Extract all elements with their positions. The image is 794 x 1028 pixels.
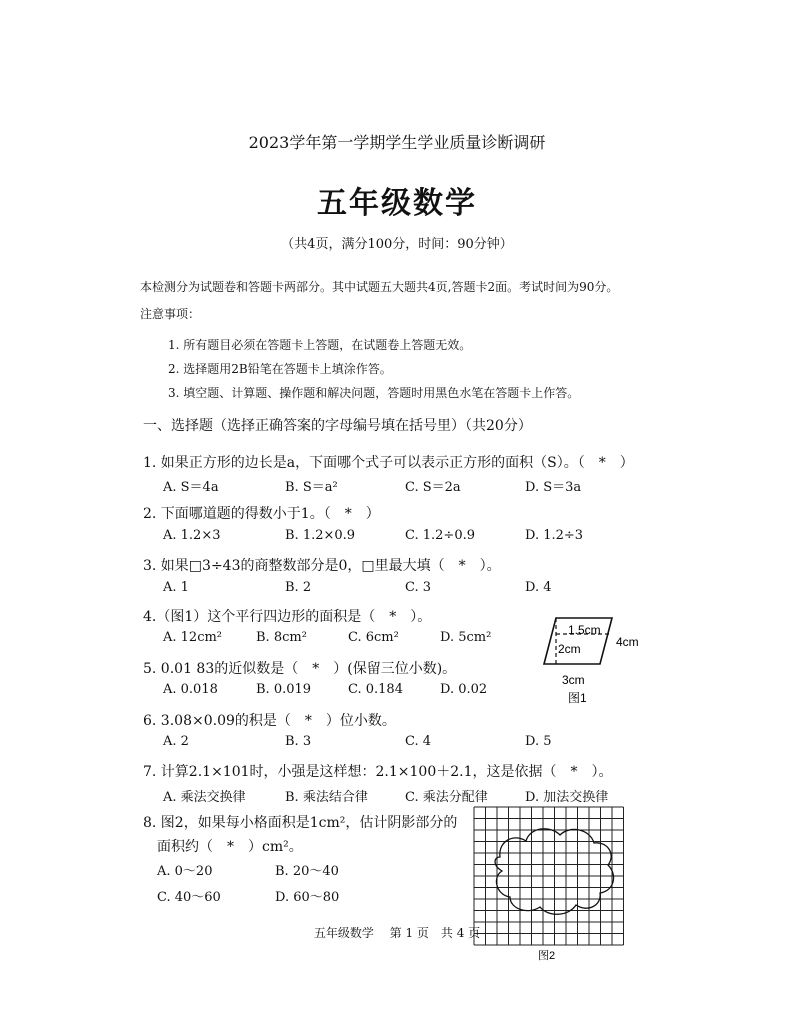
label-base: 3cm	[562, 673, 585, 687]
question-7: 7. 计算2.1×101时，小强是这样想：2.1×100＋2.1，这是依据（ * ）。	[143, 764, 613, 780]
option-c: C. 0.184	[348, 682, 403, 697]
intro-text: 本检测分为试题卷和答题卡两部分。其中试题五大题共4页,答题卡2面。考试时间为90分。	[140, 280, 619, 294]
option-c: C. 1.2÷0.9	[405, 528, 475, 543]
option-b: B. 1.2×0.9	[285, 528, 356, 543]
option-a: A. 1	[163, 580, 189, 595]
option-d: D. S＝3a	[525, 480, 582, 495]
option-b: B. 2	[285, 580, 312, 595]
option-a: A. 0～20	[157, 864, 213, 879]
option-b: B. 8cm²	[256, 630, 307, 645]
notice-item: 2. 选择题用2B铅笔在答题卡上填涂作答。	[168, 362, 392, 376]
question-4: 4.（图1）这个平行四边形的面积是（ * ）。	[143, 609, 432, 625]
exam-page-info: （共4页，满分100分，时间：90分钟）	[281, 237, 513, 252]
option-d: D. 60～80	[275, 890, 340, 905]
option-b: B. 乘法结合律	[285, 790, 368, 805]
option-c: C. 6cm²	[348, 630, 399, 645]
figure-1-parallelogram	[530, 608, 660, 708]
question-2: 2. 下面哪道题的得数小于1。（ * ）	[143, 506, 380, 522]
label-side: 4cm	[616, 635, 639, 649]
exam-title: 五年级数学	[317, 186, 477, 221]
question-8: 8. 图2，如果每小格面积是1cm²，估计阴影部分的	[143, 815, 458, 831]
option-c: C. 40～60	[157, 890, 221, 905]
option-d: D. 4	[525, 580, 552, 595]
option-a: A. 1.2×3	[163, 528, 221, 543]
label-height: 2cm	[558, 642, 581, 656]
question-1: 1. 如果正方形的边长是a，下面哪个式子可以表示正方形的面积（S）。（ * ）	[143, 455, 634, 471]
option-d: D. 5cm²	[440, 630, 492, 645]
option-a: A. 2	[163, 734, 189, 749]
option-d: D. 5	[525, 734, 552, 749]
option-a: A. 0.018	[163, 682, 218, 697]
option-b: B. 20～40	[275, 864, 339, 879]
page-footer: 五年级数学 第 1 页 共 4 页	[313, 926, 481, 940]
option-c: C. 乘法分配律	[405, 790, 488, 805]
figure-1-caption: 图1	[568, 691, 587, 705]
label-top: 1.5cm	[568, 623, 601, 637]
option-a: A. 乘法交换律	[163, 790, 246, 805]
notice-item: 3. 填空题、计算题、操作题和解决问题，答题时用黑色水笔在答题卡上作答。	[168, 386, 580, 400]
question-5: 5. 0.01 83的近似数是（ * ）(保留三位小数)。	[143, 661, 457, 677]
option-b: B. 3	[285, 734, 312, 749]
figure-2-grid	[470, 805, 630, 965]
exam-subtitle: 2023学年第一学期学生学业质量诊断调研	[248, 133, 546, 152]
question-6: 6. 3.08×0.09的积是（ * ）位小数。	[143, 713, 396, 729]
option-b: B. 0.019	[256, 682, 312, 697]
option-d: D. 0.02	[440, 682, 488, 697]
option-a: A. S＝4a	[163, 480, 219, 495]
option-a: A. 12cm²	[163, 630, 223, 645]
section-heading: 一、选择题（选择正确答案的字母编号填在括号里）（共20分）	[143, 418, 532, 434]
option-c: C. 3	[405, 580, 432, 595]
notice-heading: 注意事项：	[140, 307, 201, 321]
question-3: 3. 如果□3÷43的商整数部分是0，□里最大填（ * ）。	[143, 558, 501, 574]
option-d: D. 加法交换律	[525, 790, 609, 805]
figure-2-caption: 图2	[538, 950, 556, 962]
option-c: C. S＝2a	[405, 480, 461, 495]
option-c: C. 4	[405, 734, 432, 749]
question-8-line2: 面积约（ * ）cm²。	[157, 839, 303, 855]
option-b: B. S＝a²	[285, 480, 338, 495]
notice-item: 1. 所有题目必须在答题卡上答题，在试题卷上答题无效。	[168, 338, 472, 352]
option-d: D. 1.2÷3	[525, 528, 584, 543]
